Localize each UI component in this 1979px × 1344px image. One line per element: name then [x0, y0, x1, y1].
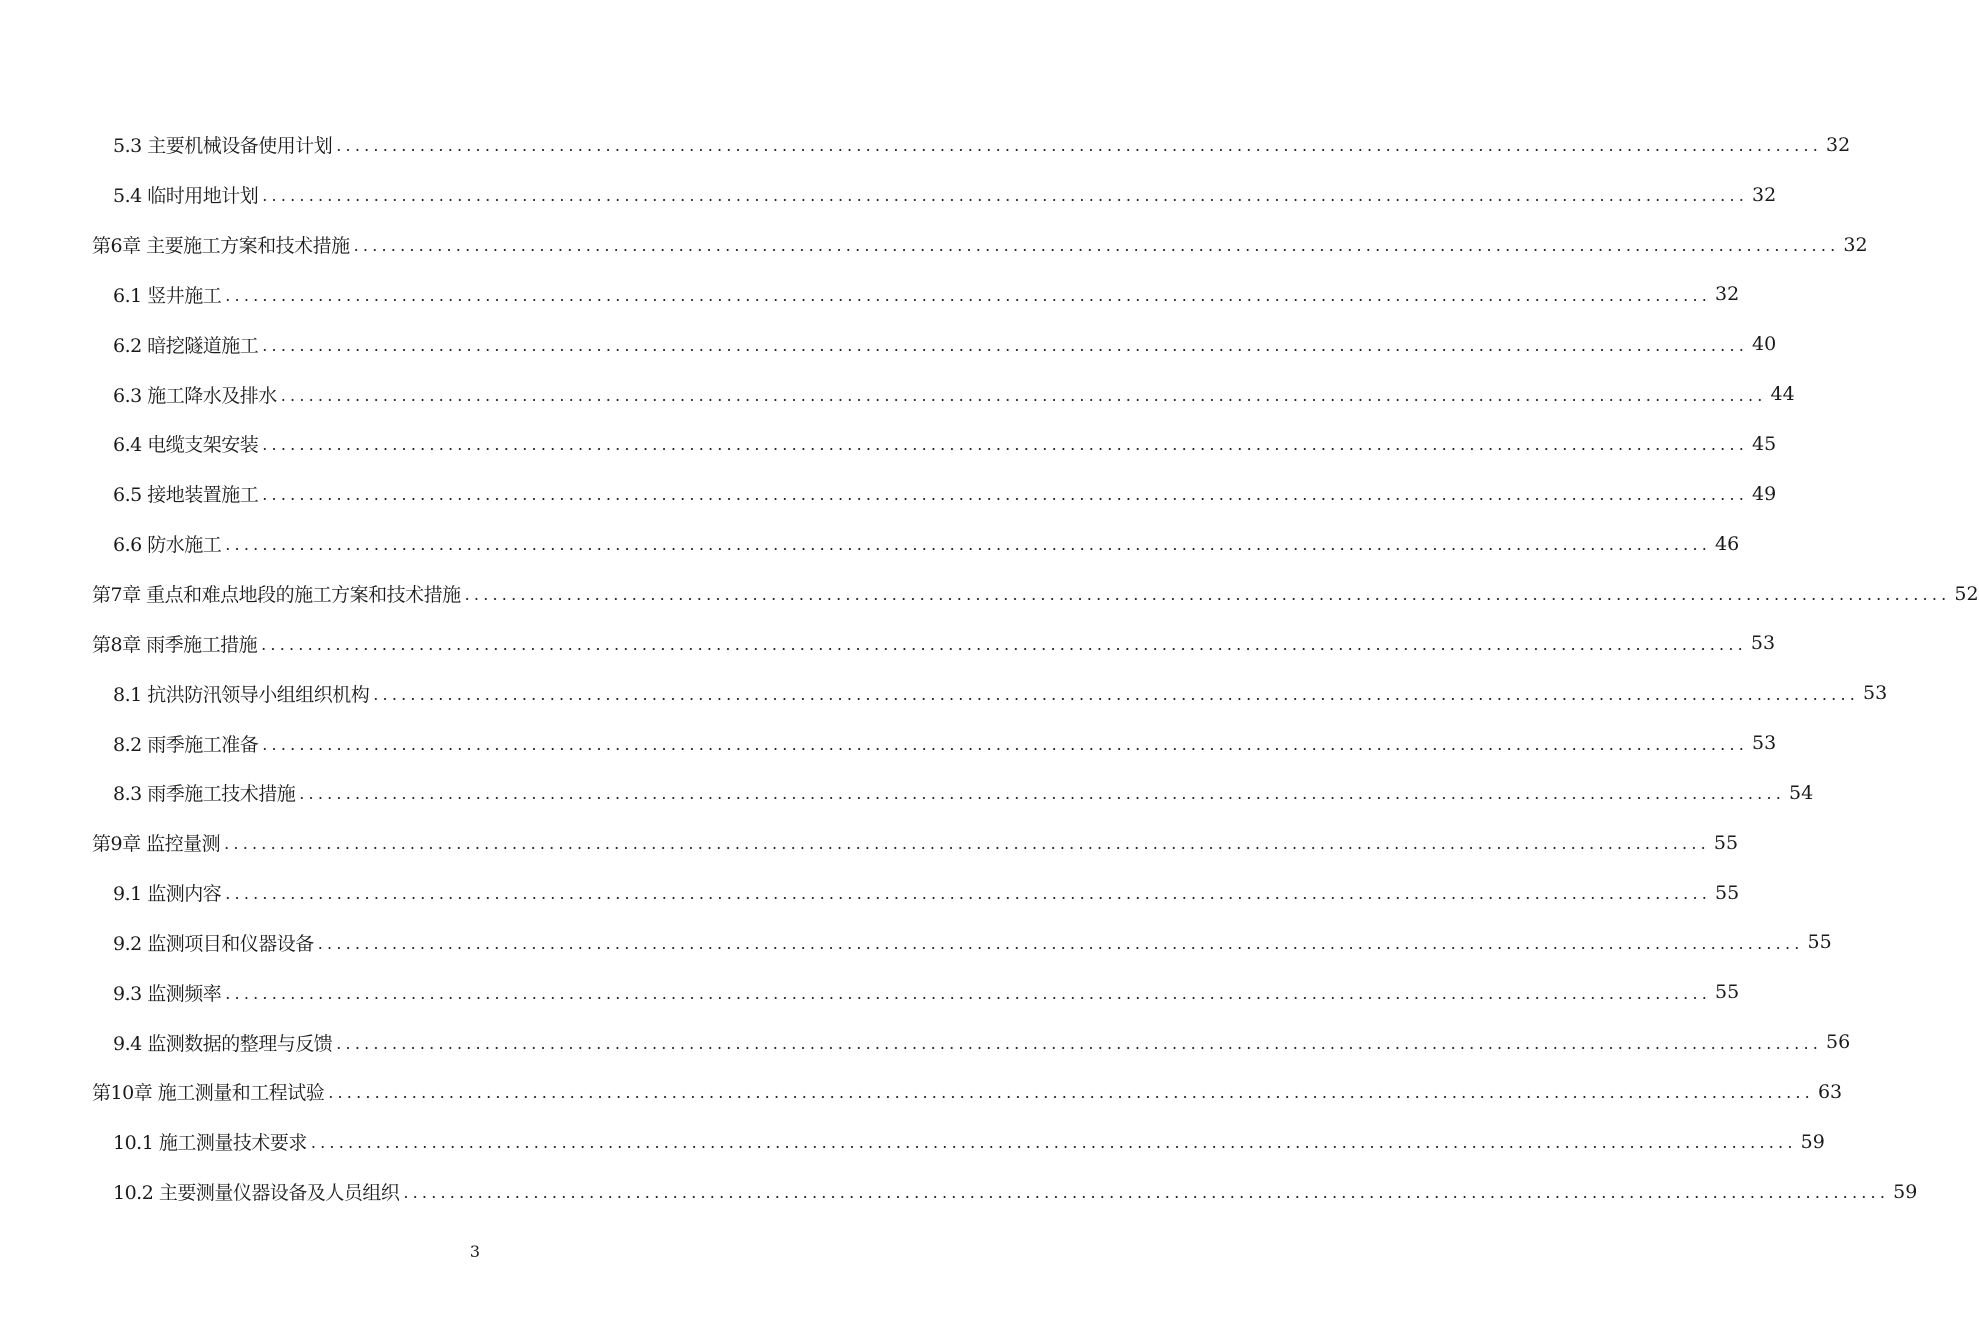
- toc-entry-label: 5.4 临时用地计划: [113, 185, 259, 208]
- toc-entry[interactable]: [0, 319, 1777, 369]
- toc-entry-label: 6.6 防水施工: [113, 534, 222, 557]
- toc-entry-label: 9.3 监测频率: [113, 982, 222, 1005]
- toc-entry-label: 8.3 雨季施工技术措施: [113, 783, 296, 806]
- toc-entry-page: 49: [1752, 482, 1777, 505]
- toc-leader-dots: ................................................................................................................................................................: [373, 684, 1860, 704]
- toc-entry[interactable]: [0, 569, 1979, 619]
- toc-leader-dots: ................................................................................................................................................................: [280, 385, 1767, 405]
- toc-leader-dots: ................................................................................................................................................................: [310, 1133, 1797, 1153]
- toc-entry-label: 6.4 电缆支架安装: [113, 434, 259, 457]
- toc-entry-label: 6.2 暗挖隧道施工: [113, 334, 259, 357]
- toc-entry[interactable]: [0, 170, 1777, 220]
- toc-entry-page: 53: [1752, 732, 1777, 755]
- toc-entry-page: 32: [1843, 233, 1868, 256]
- toc-leader-dots: ................................................................................................................................................................: [336, 1033, 1823, 1053]
- toc-leader-dots: ................................................................................................................................................................: [464, 585, 1951, 605]
- toc-leader-dots: ................................................................................................................................................................: [262, 734, 1749, 754]
- page-number: 3: [469, 1242, 481, 1261]
- toc-entry[interactable]: [0, 419, 1777, 469]
- toc-entry-label: 9.1 监测内容: [113, 883, 222, 906]
- toc-entry[interactable]: [0, 818, 1739, 868]
- toc-leader-dots: ................................................................................................................................................................: [403, 1183, 1890, 1203]
- toc-entry[interactable]: [0, 519, 1740, 569]
- toc-entry[interactable]: [0, 918, 1832, 968]
- toc-entry-label: 第10章 施工测量和工程试验: [92, 1082, 325, 1105]
- toc-entry[interactable]: [0, 868, 1740, 918]
- toc-entry-page: 40: [1752, 333, 1777, 356]
- toc-leader-dots: ................................................................................................................................................................: [299, 784, 1786, 804]
- toc-entry-page: 53: [1750, 632, 1776, 655]
- toc-leader-dots: ................................................................................................................................................................: [224, 834, 1710, 854]
- toc-entry[interactable]: [0, 768, 1814, 818]
- toc-entry[interactable]: [0, 1117, 1825, 1167]
- toc-entry-page: 55: [1713, 831, 1739, 854]
- toc-entry-page: 44: [1770, 383, 1795, 406]
- toc-entry-label: 6.3 施工降水及排水: [113, 384, 277, 407]
- toc-entry[interactable]: [0, 120, 1851, 170]
- toc-entry-page: 52: [1954, 582, 1979, 605]
- toc-entry-page: 56: [1826, 1031, 1851, 1054]
- toc-entry-page: 55: [1715, 981, 1740, 1004]
- toc-entry-label: 6.5 接地装置施工: [113, 484, 259, 507]
- toc-entry-page: 32: [1752, 183, 1777, 206]
- toc-entry-page: 46: [1715, 532, 1740, 555]
- toc-entry-page: 32: [1826, 133, 1851, 156]
- toc-entry[interactable]: [0, 270, 1740, 320]
- toc-entry-page: 53: [1863, 682, 1888, 705]
- toc-entry[interactable]: [0, 618, 1776, 668]
- toc-entry[interactable]: [0, 220, 1868, 270]
- toc-leader-dots: ................................................................................................................................................................: [317, 933, 1804, 953]
- toc-entry-page: 55: [1807, 931, 1832, 954]
- toc-leader-dots: ................................................................................................................................................................: [262, 186, 1749, 206]
- toc-entry-label: 8.2 雨季施工准备: [113, 733, 259, 756]
- toc-entry-label: 5.3 主要机械设备使用计划: [113, 135, 333, 158]
- toc-entry[interactable]: [0, 967, 1740, 1017]
- toc-leader-dots: ................................................................................................................................................................: [225, 535, 1712, 555]
- toc-entry-label: 第6章 主要施工方案和技术措施: [92, 235, 350, 258]
- toc-entry-page: 54: [1789, 781, 1814, 804]
- toc-entry-label: 10.1 施工测量技术要求: [113, 1132, 307, 1155]
- toc-entry-page: 59: [1893, 1180, 1918, 1203]
- toc-leader-dots: ................................................................................................................................................................: [353, 236, 1840, 256]
- toc-entry-label: 第9章 监控量测: [92, 833, 221, 856]
- toc-entry-page: 45: [1752, 432, 1777, 455]
- toc-entry[interactable]: [0, 718, 1777, 768]
- toc-entry-label: 6.1 竖井施工: [113, 284, 222, 307]
- toc-entry[interactable]: [0, 1017, 1851, 1067]
- toc-entry-label: 8.1 抗洪防汛领导小组组织机构: [113, 683, 370, 706]
- toc-leader-dots: ................................................................................................................................................................: [262, 335, 1749, 355]
- toc-entry-label: 9.2 监测项目和仪器设备: [113, 932, 314, 955]
- toc-leader-dots: ................................................................................................................................................................: [225, 285, 1712, 305]
- toc-leader-dots: ................................................................................................................................................................: [262, 485, 1749, 505]
- toc-entry-label: 第8章 雨季施工措施: [92, 633, 258, 656]
- toc-entry-page: 32: [1715, 283, 1740, 306]
- toc-leader-dots: ................................................................................................................................................................: [225, 983, 1712, 1003]
- toc-entry-label: 9.4 监测数据的整理与反馈: [113, 1032, 333, 1055]
- toc-entry-label: 第7章 重点和难点地段的施工方案和技术措施: [92, 584, 461, 607]
- toc-entry-page: 59: [1800, 1130, 1825, 1153]
- toc-entry[interactable]: [0, 369, 1795, 419]
- toc-entry[interactable]: [0, 1167, 1918, 1217]
- table-of-contents: [0, 120, 1979, 1217]
- toc-leader-dots: ................................................................................................................................................................: [262, 435, 1749, 455]
- toc-entry-label: 10.2 主要测量仪器设备及人员组织: [113, 1182, 400, 1205]
- toc-leader-dots: ................................................................................................................................................................: [336, 136, 1823, 156]
- toc-entry-page: 55: [1715, 881, 1740, 904]
- toc-entry[interactable]: [0, 469, 1777, 519]
- toc-entry[interactable]: [0, 1067, 1843, 1117]
- toc-entry[interactable]: [0, 668, 1888, 718]
- toc-leader-dots: ................................................................................................................................................................: [225, 884, 1712, 904]
- toc-leader-dots: ................................................................................................................................................................: [328, 1083, 1814, 1103]
- toc-leader-dots: ................................................................................................................................................................: [261, 634, 1747, 654]
- toc-entry-page: 63: [1817, 1080, 1843, 1103]
